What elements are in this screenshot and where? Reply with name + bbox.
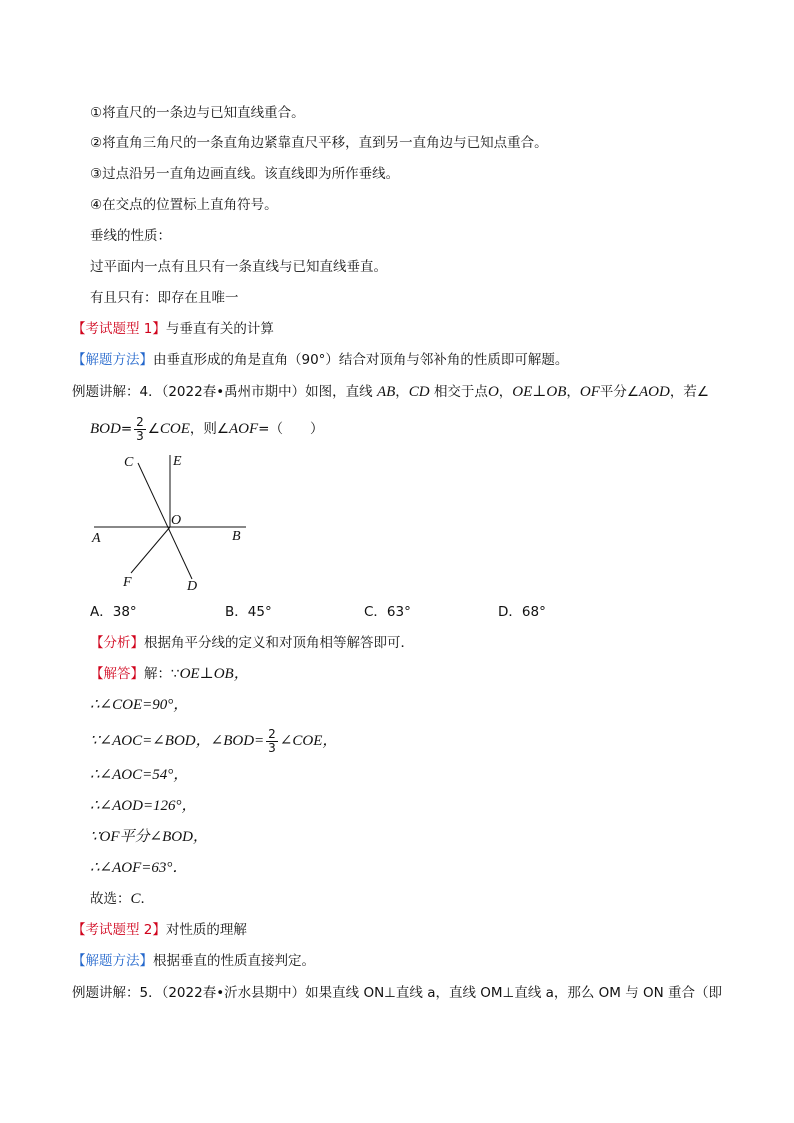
line-cd-segment: [138, 463, 192, 579]
type1-method-text: 由垂直形成的角是直角（90°）结合对顶角与邻补角的性质即可解题。: [153, 352, 569, 368]
answer-fraction: [266, 728, 278, 755]
angle-aof: AOF: [229, 421, 259, 437]
property-text: 过平面内一点有且只有一条直线与已知直线垂直。: [90, 259, 387, 275]
analysis-text: 根据角平分线的定义和对顶角相等解答即可．: [144, 635, 414, 651]
type2-heading: [72, 920, 247, 940]
answer-frac-den: 3: [268, 740, 276, 755]
example4-line1: 例题讲解：4．（2022春•禹州市期中）如图，直线 AB，CD 相交于点O，OE⊥OB，OF平分∠AOD，若∠: [72, 384, 709, 400]
answer-step-3-tail: ∠COE，: [279, 733, 338, 749]
step-4: ④在交点的位置标上直角符号。: [90, 197, 278, 213]
label-b: B: [232, 529, 241, 544]
frac-num: 2: [136, 414, 144, 429]
line-ab: AB: [376, 384, 396, 400]
example4-prefix: 例题讲解：4．（2022春•禹州市期中）如图，直线: [72, 384, 373, 400]
answer-step-3: [90, 726, 337, 756]
type2-title: 对性质的理解: [165, 922, 247, 938]
step-1: ①将直尺的一条边与已知直线重合。: [90, 105, 305, 121]
angle-symbol: ∠: [147, 421, 160, 437]
label-a: A: [92, 531, 101, 546]
ray-of-segment: [131, 527, 170, 573]
example4-text2: 平分∠: [599, 384, 639, 400]
answer-frac-num: 2: [268, 726, 276, 741]
analysis-tag: 【分析】: [90, 635, 144, 651]
choice-value: C: [130, 891, 141, 907]
answer-choice: [90, 889, 154, 909]
answer-step-1: OE⊥OB，: [179, 666, 249, 682]
example5-line1: 例题讲解：5．（2022春•沂水县期中）如果直线 ON⊥直线 a，直线 OM⊥直线 a，那么 OM 与 ON 重合（即: [72, 985, 723, 1001]
choice-end: ．: [140, 891, 155, 907]
option-b: B．45°: [225, 604, 272, 620]
oe-perp-ob: OE⊥OB: [512, 384, 567, 400]
label-c: C: [124, 455, 134, 470]
fraction-two-thirds: [134, 416, 146, 443]
type2-tag: 【考试题型 2】: [72, 922, 166, 938]
ray-of: OF: [579, 384, 600, 400]
example4-text1: 相交于点: [433, 384, 488, 400]
answer-step-4: ∴∠AOC=54°，: [90, 767, 189, 783]
answer-step-2: ∴∠COE=90°，: [90, 697, 189, 713]
choice-text: 故选：: [90, 891, 131, 907]
property-title: 垂线的性质：: [90, 228, 171, 244]
example4-text4: ，则∠: [189, 421, 229, 437]
answer-step-3-lead: ∵∠AOC=∠BOD，∠BOD=: [90, 733, 265, 749]
type1-method-tag: 【解题方法】: [72, 352, 153, 368]
option-d: D．68°: [498, 604, 546, 620]
example4-line2: [90, 414, 323, 444]
label-d: D: [187, 579, 198, 594]
option-a: A．38°: [90, 604, 137, 620]
type1-title: 与垂直有关的计算: [165, 321, 274, 337]
type2-method: [72, 951, 315, 971]
answer-lead: 解：∵: [144, 666, 180, 682]
answer-step-5: ∴∠AOD=126°，: [90, 798, 197, 814]
type1-heading: [72, 319, 274, 339]
analysis: [90, 633, 414, 653]
line-cd: CD: [408, 384, 430, 400]
type1-method: [72, 350, 568, 370]
geometry-figure: [86, 445, 256, 595]
angle-aod: AOD: [639, 384, 670, 400]
frac-den: 3: [136, 428, 144, 443]
angle-bod: BOD: [90, 421, 121, 437]
answer-step-7: ∴∠AOF=63°．: [90, 860, 188, 876]
answer-step-6: ∵OF平分∠BOD，: [90, 829, 208, 845]
answer-line-1: [90, 664, 249, 684]
angle-coe: COE: [159, 421, 190, 437]
type2-method-text: 根据垂直的性质直接判定。: [153, 953, 315, 969]
option-c: C．63°: [364, 604, 411, 620]
point-o: O: [487, 384, 499, 400]
answer-tag: 【解答】: [90, 666, 144, 682]
type2-method-tag: 【解题方法】: [72, 953, 153, 969]
step-3: ③过点沿另一直角边画直线。该直线即为所作垂线。: [90, 166, 400, 182]
label-o: O: [171, 513, 182, 528]
example4-text5: =（ ）: [258, 421, 324, 437]
label-f: F: [123, 575, 132, 590]
example4-text3: ，若∠: [669, 384, 709, 400]
step-2: ②将直角三角尺的一条直角边紧靠直尺平移，直到另一直角边与已知点重合。: [90, 135, 548, 151]
equals: =: [120, 421, 133, 437]
type1-tag: 【考试题型 1】: [72, 321, 166, 337]
label-e: E: [173, 454, 182, 469]
property-note: 有且只有：即存在且唯一: [90, 290, 239, 306]
